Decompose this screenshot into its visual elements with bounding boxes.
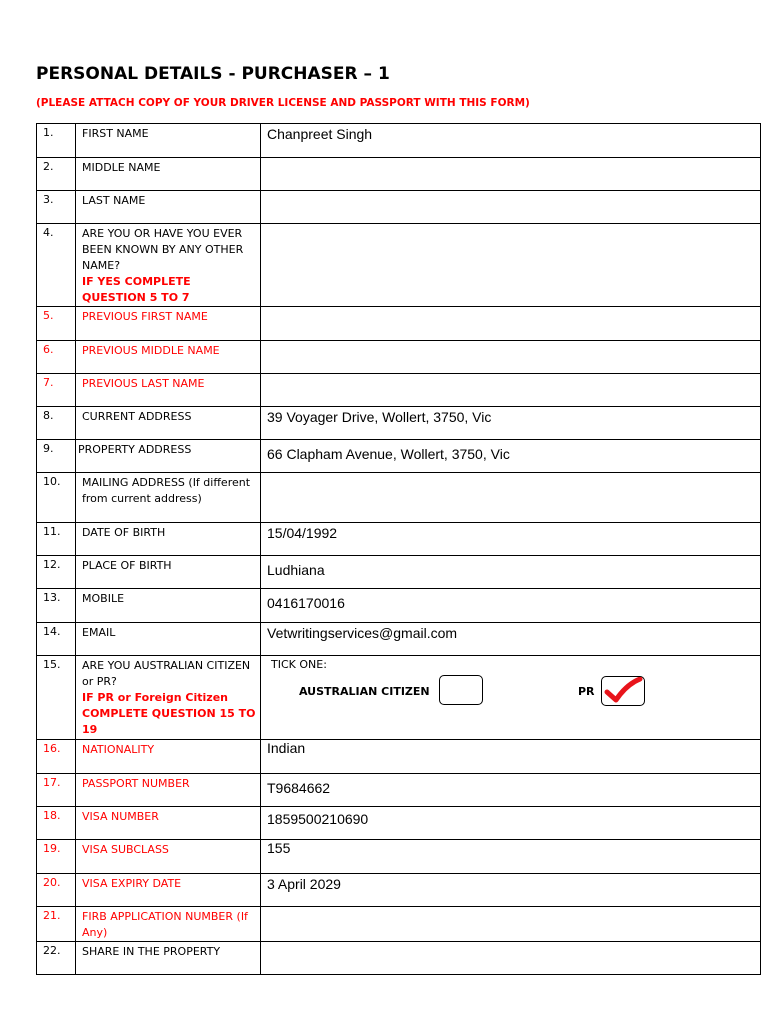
row-label: LAST NAME [76, 191, 261, 224]
checkmark-icon [604, 677, 644, 705]
row-number: 13. [37, 589, 76, 623]
pr-checkbox[interactable] [601, 676, 645, 706]
row-number: 11. [37, 523, 76, 556]
previous-first-name-field[interactable] [261, 307, 761, 341]
row-number: 9. [37, 440, 76, 473]
row-label: PASSPORT NUMBER [76, 774, 261, 807]
visa-number-field[interactable]: 1859500210690 [261, 807, 761, 840]
row-label: PLACE OF BIRTH [76, 556, 261, 589]
row-number: 12. [37, 556, 76, 589]
first-name-field[interactable]: Chanpreet Singh [261, 124, 761, 158]
row-label: PREVIOUS FIRST NAME [76, 307, 261, 341]
row-number: 21. [37, 907, 76, 942]
table-row [37, 440, 761, 473]
email-field[interactable]: Vetwritingservices@gmail.com [261, 623, 761, 656]
row-number: 1. [37, 124, 76, 158]
passport-number-field[interactable]: T9684662 [261, 774, 761, 807]
visa-subclass-field[interactable]: 155 [261, 840, 761, 874]
table-row [37, 307, 761, 341]
row-number: 15. [37, 656, 76, 740]
citizenship-checkbox-row [261, 671, 760, 721]
row-label: FIRST NAME [76, 124, 261, 158]
table-row [37, 158, 761, 191]
citizenship-instruction: IF PR or Foreign Citizen COMPLETE QUESTION 15 TO 19 [82, 691, 256, 736]
australian-citizen-label: AUSTRALIAN CITIZEN [299, 685, 430, 698]
table-row [37, 224, 761, 307]
table-row [37, 374, 761, 407]
table-row [37, 623, 761, 656]
date-of-birth-field[interactable]: 15/04/1992 [261, 523, 761, 556]
row-label: EMAIL [76, 623, 261, 656]
row-number: 16. [37, 740, 76, 774]
row-label: MOBILE [76, 589, 261, 623]
visa-expiry-date-field[interactable]: 3 April 2029 [261, 874, 761, 907]
table-row [37, 942, 761, 975]
row-label: NATIONALITY [76, 740, 261, 774]
row-number: 20. [37, 874, 76, 907]
row-label: PROPERTY ADDRESS [76, 440, 261, 473]
row-number: 2. [37, 158, 76, 191]
other-name-field[interactable] [261, 224, 761, 307]
row-label: PREVIOUS MIDDLE NAME [76, 341, 261, 374]
table-row [37, 840, 761, 874]
row-label [76, 656, 261, 740]
attachment-notice: (PLEASE ATTACH COPY OF YOUR DRIVER LICENSE AND PASSPORT WITH THIS FORM) [36, 97, 530, 109]
mobile-field[interactable]: 0416170016 [261, 589, 761, 623]
row-number: 10. [37, 473, 76, 523]
row-label: DATE OF BIRTH [76, 523, 261, 556]
table-row [37, 907, 761, 942]
table-row [37, 523, 761, 556]
row-number: 4. [37, 224, 76, 307]
table-row [37, 589, 761, 623]
row-label: MIDDLE NAME [76, 158, 261, 191]
row-label: PREVIOUS LAST NAME [76, 374, 261, 407]
row-number: 22. [37, 942, 76, 975]
table-row [37, 407, 761, 440]
citizenship-question: ARE YOU AUSTRALIAN CITIZEN or PR? [82, 659, 251, 688]
row-label [76, 224, 261, 307]
page-title: PERSONAL DETAILS - PURCHASER – 1 [36, 64, 390, 84]
row-number: 3. [37, 191, 76, 224]
tick-one-label: TICK ONE: [271, 658, 327, 671]
australian-citizen-checkbox[interactable] [439, 675, 483, 705]
other-name-instruction: IF YES COMPLETE QUESTION 5 TO 7 [82, 275, 191, 304]
row-label: FIRB APPLICATION NUMBER (If Any) [76, 907, 261, 942]
row-label: VISA NUMBER [76, 807, 261, 840]
pr-label: PR [578, 685, 595, 698]
last-name-field[interactable] [261, 191, 761, 224]
table-row [37, 556, 761, 589]
place-of-birth-field[interactable]: Ludhiana [261, 556, 761, 589]
share-in-property-field[interactable] [261, 942, 761, 975]
row-number: 18. [37, 807, 76, 840]
row-label: MAILING ADDRESS (If different from current address) [76, 473, 261, 523]
row-number: 5. [37, 307, 76, 341]
other-name-question: ARE YOU OR HAVE YOU EVER BEEN KNOWN BY ANY OTHER NAME? [82, 227, 244, 272]
middle-name-field[interactable] [261, 158, 761, 191]
row-number: 8. [37, 407, 76, 440]
current-address-field[interactable]: 39 Voyager Drive, Wollert, 3750, Vic [261, 407, 761, 440]
property-address-field[interactable]: 66 Clapham Avenue, Wollert, 3750, Vic [261, 440, 761, 473]
row-number: 14. [37, 623, 76, 656]
purchaser-details-table [36, 123, 761, 975]
previous-last-name-field[interactable] [261, 374, 761, 407]
table-row [37, 473, 761, 523]
table-row [37, 191, 761, 224]
row-label: VISA EXPIRY DATE [76, 874, 261, 907]
row-number: 6. [37, 341, 76, 374]
table-row [37, 740, 761, 774]
table-row [37, 807, 761, 840]
firb-application-number-field[interactable] [261, 907, 761, 942]
row-number: 17. [37, 774, 76, 807]
mailing-address-field[interactable] [261, 473, 761, 523]
table-row [37, 124, 761, 158]
row-number: 7. [37, 374, 76, 407]
row-label: CURRENT ADDRESS [76, 407, 261, 440]
row-number: 19. [37, 840, 76, 874]
citizenship-options [261, 656, 761, 740]
table-row [37, 774, 761, 807]
table-row [37, 874, 761, 907]
table-row [37, 656, 761, 740]
table-row [37, 341, 761, 374]
row-label: SHARE IN THE PROPERTY [76, 942, 261, 975]
previous-middle-name-field[interactable] [261, 341, 761, 374]
row-label: VISA SUBCLASS [76, 840, 261, 874]
nationality-field[interactable]: Indian [261, 740, 761, 774]
